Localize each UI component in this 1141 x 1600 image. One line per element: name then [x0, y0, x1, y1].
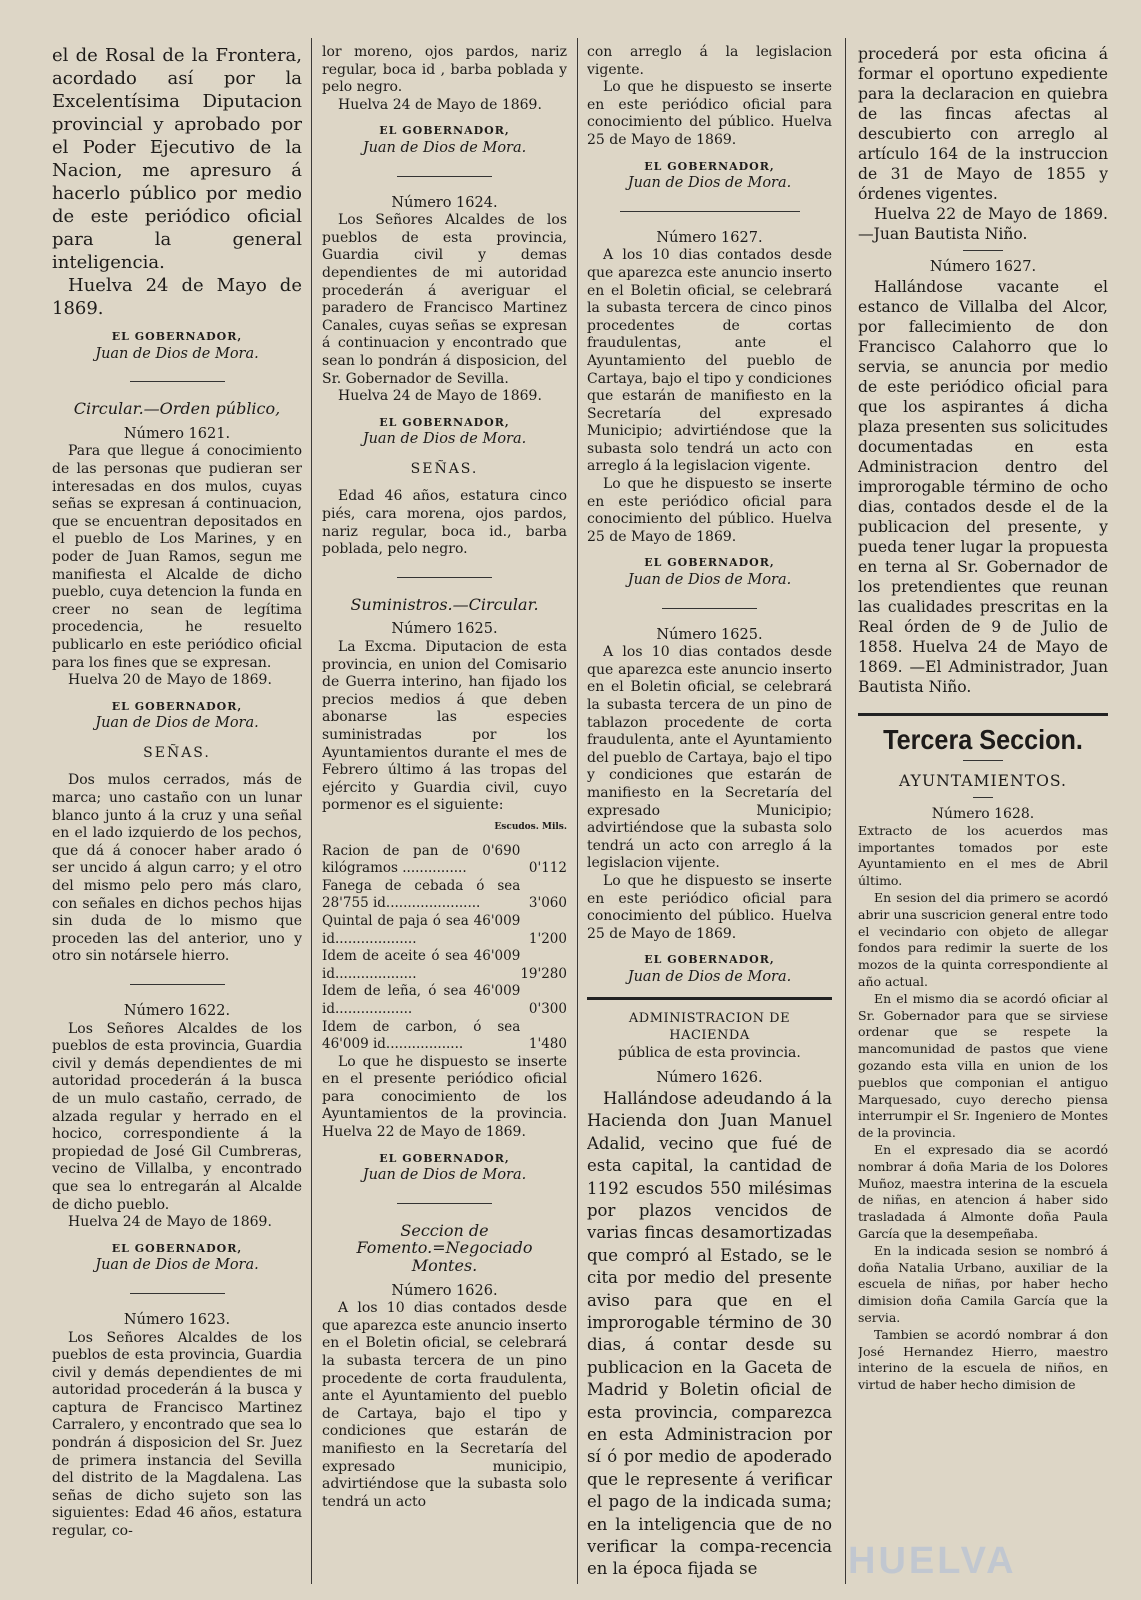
- paragraph: Lo que he dispuesto se inserte en el presente periódico oficial para conocimiento de los Ayuntamientos de la provincia. Huelva 22 de Mayo de 1869.: [322, 1053, 567, 1141]
- paragraph: En la indicada sesion se nombró á doña Natalia Urbano, auxiliar de la escuela de niñas, por haber hecho dimision doña Camila García que la servia.: [858, 1242, 1108, 1325]
- column-3: [587, 44, 832, 1580]
- paragraph: lor moreno, ojos pardos, nariz regular, boca id , barba poblada y pelo negro.: [322, 44, 567, 96]
- notice-number: Número 1623.: [123, 1311, 231, 1328]
- table-cell-label: Idem de leña, ó sea 46'009 id..................: [322, 983, 521, 1017]
- table-row: [322, 1019, 567, 1054]
- date-line: Huelva 24 de Mayo de 1869.: [68, 1214, 272, 1231]
- date-line: Huelva 20 de Mayo de 1869.: [68, 672, 272, 689]
- paragraph: Hallándose vacante el estanco de Villalba del Alcor, por fallecimiento de don Francisco Calahorro que lo servia, se anuncia por medio de este periódico oficial para que los aspirantes á dicha plaza presenten sus solicitudes documentadas en esta Administracion dentro del improrogable término de ocho dias, contados desde el de la publicacion del presente, y pueda tener lugar la propuesta en terna al Sr. Gobernador de los pretendientes que reunan las cualidades prescritas en la Real órden de 9 de Julio de 1858. Huelva 24 de Mayo de 1869. —El Administrador, Juan Bautista Niño.: [858, 278, 1108, 696]
- notice-number: Número 1625.: [656, 626, 763, 643]
- governor-title: EL GOBERNADOR,: [379, 415, 510, 429]
- paragraph: con arreglo á la legislacion vigente.: [587, 44, 832, 78]
- table-header: Escudos. Mils.: [494, 821, 567, 832]
- paragraph: Los Señores Alcaldes de los pueblos de esta provincia, Guardia civil y demas dependientes de mi autoridad procederán á averiguar el paradero de Francisco Martinez Canales, cuyas señas se expresan á continuacion y encontrado que sean lo pondrán á disposicion, del Sr. Gobernador de Sevilla.: [322, 212, 567, 387]
- governor-title: EL GOBERNADOR,: [644, 953, 775, 967]
- notice-number: Número 1628.: [931, 806, 1035, 822]
- section-heading: Circular.—Orden público,: [73, 399, 281, 419]
- section-heading: Suministros.—Circular.: [350, 594, 539, 614]
- table-cell-label: Fanega de cebada ó sea 28'755 id......................: [322, 877, 521, 912]
- notice-number: Número 1625.: [391, 621, 498, 638]
- paragraph: Los Señores Alcaldes de los pueblos de esta provincia, Guardia civil y demás dependientes de mi autoridad procederán á la busca de un mulo castaño, cerrado, de alzada regular y herrado en el hocico, correspondiente á la propiedad de José Gil Cumbreras, vecino de Villalba, y encontrado que sea lo entregarán al Alcalde de dicho pueblo.: [52, 1020, 302, 1213]
- paragraph: A los 10 dias contados desde que aparezca este anuncio inserto en el Boletin oficial, se celebrará la subasta tercera de un pino procedente de corta fraudulenta, ante el Ayuntamiento del pueblo de Cartaya, bajo el tipo y condiciones que estarán de manifiesto en la Secretaría del expresado municipio, advirtiéndose que la subasta solo tendrá un acto: [322, 1300, 567, 1510]
- column-1: [52, 44, 302, 1580]
- governor-name: Juan de Dios de Mora.: [95, 345, 259, 362]
- column-rule: [311, 38, 312, 1584]
- governor-name: Juan de Dios de Mora.: [627, 572, 792, 589]
- table-cell-label: Racion de pan de 0'690 kilógramos ...............: [322, 842, 521, 877]
- watermark: HUELVA: [848, 1540, 1017, 1582]
- table-cell-value: 1'200: [528, 930, 567, 947]
- column-rule: [845, 38, 846, 1584]
- paragraph: En el mismo dia se acordó oficiar al Sr. Gobernador para que se sirviese ordenar que se respete la mancomunidad de pastos que viene gozando esta villa en union de los pueblos que componian el antiguo Marquesado, cuyo derecho piensa interrumpir el Sr. Ingeniero de Montes de la provincia.: [858, 990, 1108, 1141]
- separator: [662, 608, 757, 609]
- paragraph: Extracto de los acuerdos mas importantes tomados por este Ayuntamiento en el mes de Abril último.: [858, 822, 1108, 889]
- separator: [963, 760, 1003, 761]
- paragraph: Lo que he dispuesto se inserte en este periódico oficial para conocimiento del público. Huelva 25 de Mayo de 1869.: [587, 476, 832, 545]
- governor-title: EL GOBERNADOR,: [111, 330, 243, 343]
- table-cell-label: Quintal de paja ó sea 46'009 id...................: [322, 912, 521, 947]
- governor-name: Juan de Dios de Mora.: [95, 1257, 259, 1274]
- date-line: Huelva 24 de Mayo de 1869.: [52, 275, 302, 319]
- notice-number: Número 1626.: [656, 1070, 763, 1087]
- section-subheading: pública de esta provincia.: [618, 1044, 801, 1061]
- notice-number: Número 1626.: [391, 1282, 498, 1299]
- column-2: [322, 44, 567, 1580]
- notice-number: Número 1627.: [656, 229, 763, 246]
- paragraph: En sesion del dia primero se acordó abrir una suscricion general entre todo el vecindario con objeto de allegar fondos para redimir la suerte de los mozos de la quinta correspondiente al año actual.: [858, 889, 1108, 989]
- table-row: [322, 878, 567, 913]
- paragraph: En el expresado dia se acordó nombrar á doña Maria de los Dolores Muñoz, maestra interina de la escuela de niñas, en atencion á haber sido trasladada á Almonte doña Paula García que la desempeñaba.: [858, 1141, 1108, 1241]
- paragraph: el de Rosal de la Frontera, acordado así por la Excelentísima Diputacion provincial y aprobado por el Poder Ejecutivo de la Nacion, me apresuro á hacerlo público por medio de este periódico oficial para la general inteligencia.: [52, 45, 302, 273]
- prices-table: [322, 843, 567, 1054]
- governor-title: EL GOBERNADOR,: [644, 556, 775, 570]
- subsection-heading: AYUNTAMIENTOS.: [899, 772, 1067, 790]
- governor-name: Juan de Dios de Mora.: [362, 1167, 527, 1184]
- paragraph: Dos mulos cerrados, más de marca; uno castaño con un lunar blanco junto á la cruz y una señal en el lado izquierdo de los pechos, que dá á conocer haber arado ó ser uncido á algun carro; y el otro del mismo pelo pero más claro, con señales en dichos pechos hijas sin duda de lo mismo que proceden las del anterior, uno y otro sin notársele hierro.: [52, 772, 302, 965]
- governor-name: Juan de Dios de Mora.: [95, 715, 259, 732]
- table-cell-value: 1'480: [528, 1036, 567, 1053]
- separator: [397, 176, 492, 177]
- governor-title: EL GOBERNADOR,: [111, 1241, 243, 1255]
- notice-number: Número 1624.: [391, 194, 498, 211]
- separator: [130, 1293, 225, 1294]
- notice-number: Número 1622.: [123, 1003, 231, 1019]
- governor-name: Juan de Dios de Mora.: [362, 139, 527, 156]
- table-row: [322, 913, 567, 948]
- separator: [397, 577, 492, 578]
- section-divider: [858, 713, 1108, 716]
- table-row: [322, 843, 567, 878]
- paragraph: A los 10 dias contados desde que aparezca este anuncio inserto en el Boletin oficial, se celebrará la subasta tercera de un pino de tablazon procedente de corta fraudulenta, ante el Ayuntamiento del pueblo de Cartaya, bajo el tipo y condiciones que estarán de manifiesto en la Secretaría del expresado Municipio; advirtiéndose que la subasta solo tendrá un acto con arreglo á la legislacion vijente.: [587, 644, 832, 872]
- separator: [973, 797, 993, 798]
- governor-title: EL GOBERNADOR,: [379, 1151, 510, 1165]
- senas-heading: SEÑAS.: [143, 744, 211, 761]
- column-4: [858, 44, 1108, 1580]
- separator: [397, 1203, 492, 1204]
- table-cell-label: Idem de carbon, ó sea 46'009 id..................: [322, 1018, 521, 1053]
- table-cell-label: Idem de aceite ó sea 46'009 id...................: [322, 948, 521, 982]
- governor-title: EL GOBERNADOR,: [644, 159, 775, 173]
- date-line: Huelva 24 de Mayo de 1869.: [338, 96, 542, 113]
- section-divider: [587, 997, 832, 1000]
- date-line: Huelva 22 de Mayo de 1869.—Juan Bautista Niño.: [858, 205, 1108, 243]
- governor-name: Juan de Dios de Mora.: [362, 431, 527, 448]
- notice-number: Número 1627.: [929, 259, 1037, 275]
- section-heading: ADMINISTRACION DE HACIENDA: [628, 1010, 791, 1044]
- table-cell-value: 3'060: [528, 895, 567, 912]
- paragraph: Lo que he dispuesto se inserte en este periódico oficial para conocimiento del público. Huelva 25 de Mayo de 1869.: [587, 872, 832, 942]
- separator: [963, 250, 1003, 251]
- paragraph: A los 10 dias contados desde que aparezca este anuncio inserto en el Boletin oficial, se celebrará la subasta tercera de cinco pinos procedentes de cortas fraudulentas, ante el Ayuntamiento del pueblo de Cartaya, bajo el tipo y condiciones que estarán de manifiesto en la Secretaría del expresado Municipio; advirtiéndose que la subasta solo tendrá un acto con arreglo á la legislacion vigente.: [587, 247, 832, 475]
- paragraph: Lo que he dispuesto se inserte en este periódico oficial para conocimiento del público. Huelva 25 de Mayo de 1869.: [587, 79, 832, 148]
- paragraph: Hallándose adeudando á la Hacienda don Juan Manuel Adalid, vecino que fué de esta capital, la cantidad de 1192 escudos 550 milésimas por plazos vencidos de varias fincas desamortizadas que compró al Estado, se le cita por medio del presente aviso para que en el improrogable término de 30 dias, á contar desde su publicacion en la Gaceta de Madrid y Boletin oficial de esta provincia, comparezca en esta Administracion por sí ó por medio de apoderado que le represente á verificar el pago de la indicada suma; en la inteligencia que de no verificar la compa-recencia en la época fijada se: [587, 1088, 832, 1579]
- table-cell-value: 0'300: [528, 1000, 567, 1017]
- table-cell-value: 19'280: [520, 965, 567, 982]
- table-cell-value: 0'112: [528, 860, 567, 877]
- separator: [130, 984, 225, 985]
- separator: [130, 381, 225, 382]
- separator: [620, 211, 800, 212]
- notice-number: Número 1621.: [123, 425, 231, 442]
- paragraph: Edad 46 años, estatura cinco piés, cara morena, ojos pardos, nariz regular, boca id., barba poblada, pelo negro.: [322, 488, 567, 558]
- paragraph: Los Señores Alcaldes de los pueblos de esta provincia, Guardia civil y demás dependientes de mi autoridad procederán á la busca y captura de Francisco Martinez Carralero, y encontrado que sea lo pondrán á disposicion del Sr. Juez de primera instancia del Sevilla del distrito de la Magdalena. Las señas de dicho sujeto son las siguientes: Edad 46 años, estatura regular, co-: [52, 1329, 302, 1540]
- table-row: [322, 983, 567, 1018]
- paragraph: Para que llegue á conocimiento de las personas que pudieran ser interesadas en dos mulos, cuyas señas se expresan á continuacion, que se encuentran depositados en el pueblo de Los Marines, y en poder de Juan Ramos, segun me manifiesta el Alcalde de dicho pueblo, cuya detencion la funda en creer no sean de legítima procedencia, he resuelto publicarlo en este periódico oficial para los fines que se expresan.: [52, 443, 302, 671]
- section-title: Tercera Seccion.: [883, 724, 1083, 755]
- section-heading: Seccion de Fomento.=Negociado Montes.: [356, 1220, 533, 1276]
- governor-title: EL GOBERNADOR,: [379, 124, 510, 138]
- governor-name: Juan de Dios de Mora.: [627, 175, 792, 192]
- table-row: [322, 948, 567, 983]
- column-rule: [577, 38, 578, 1584]
- date-line: Huelva 24 de Mayo de 1869.: [338, 388, 542, 405]
- governor-name: Juan de Dios de Mora.: [627, 968, 792, 985]
- senas-heading: SEÑAS.: [410, 460, 479, 477]
- paragraph: La Excma. Diputacion de esta provincia, en union del Comisario de Guerra interino, han fijado los precios medios á que deben abonarse las especies suministradas por los Ayuntamientos durante el mes de Febrero último á las tropas del ejército y Guardia civil, cuyo pormenor es el siguiente:: [322, 639, 567, 814]
- governor-title: EL GOBERNADOR,: [111, 699, 243, 713]
- paragraph: Tambien se acordó nombrar á don José Hernandez Hierro, maestro interino de la escuela de niños, en virtud de haber hecho dimision de: [858, 1326, 1108, 1393]
- paragraph: procederá por esta oficina á formar el oportuno expediente para la declaracion en quiebra de las fincas afectas al descubierto con arreglo al artículo 164 de la instruccion de 31 de Mayo de 1855 y órdenes vigentes.: [858, 45, 1108, 203]
